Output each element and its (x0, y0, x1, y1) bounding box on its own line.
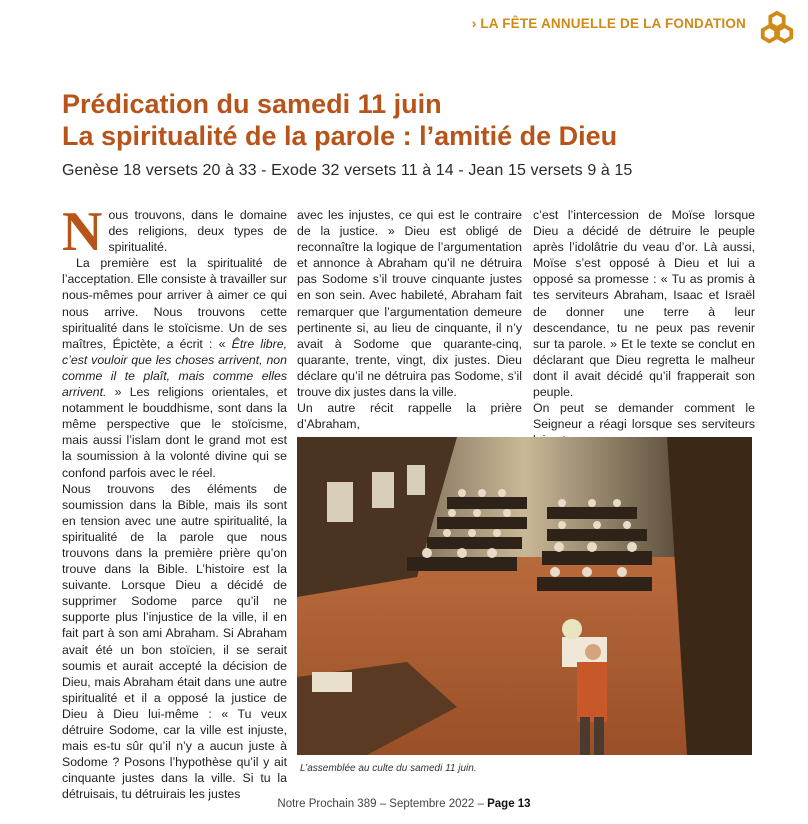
section-header: › LA FÊTE ANNUELLE DE LA FONDATION (471, 16, 746, 31)
page-number: Page 13 (487, 798, 531, 810)
scripture-references: Genèse 18 versets 20 à 33 - Exode 32 versets 11 à 14 - Jean 15 versets 9 à 15 (62, 162, 633, 179)
article-column-3 (533, 207, 755, 432)
paragraph: ous trouvons, dans le domaine des religions, deux types de spiritualité. (108, 208, 287, 255)
article-column-2 (297, 207, 522, 432)
paragraph: avec les injustes, ce qui est le contraire de la justice. » Dieu est obligé de reconnaître la logique de l’argumentation et annonce à Abraham qu’il ne détruira pas Sodome s’il trouve cinquante justes en son sein. Avec habileté, Abraham fait remarquer que l’argumentation demeure pertinente si, au lieu de cinquante, il n’y avait à Sodome que quarante-cinq, quarante, trente, vingt, dix justes. Dieu déclare qu’il ne détruira pas Sodome, s’il trouve dix justes dans la ville. (297, 208, 522, 400)
title-line-2: La spiritualité de la parole : l’amitié de Dieu (62, 121, 618, 151)
paragraph: c’est l’intercession de Moïse lorsque Dieu a décidé de détruire le peuple après l’idolâtrie du veau d’or. Là aussi, Moïse s’est opposé à Dieu et lui a opposé sa promesse : « Tu as promis à tes serviteurs Abraham, Isaac et Israël de donner une terre à leur descendance, tu ne peux pas revenir sur ta parole. » Et le texte se conclut en déclarant que Dieu regretta le malheur dont il avait décidé qu’il frapperait son peuple. (533, 208, 755, 400)
page-footer: Notre Prochain 389 – Septembre 2022 – Page 13 (277, 798, 531, 810)
quote: Être libre, c’est vouloir que les choses arrivent, non comme il te plaît, mais comme elles arrivent. (62, 336, 288, 400)
honeycomb-logo-icon (758, 10, 796, 48)
photo-caption: L’assemblée au culte du samedi 11 juin. (300, 763, 477, 774)
article-column-1 (62, 201, 288, 802)
drop-cap: N (62, 201, 103, 263)
paragraph: Un autre récit rappelle la prière d’Abraham, (297, 401, 522, 432)
paragraph: On peut se demander comment le Seigneur a réagi lorsque ses serviteurs (533, 401, 755, 432)
title-line-1: Prédication du samedi 11 juin (62, 89, 442, 119)
paragraph: La première est la spiritualité de l’acceptation. Elle consiste à travailler sur nous-mêmes pour arriver à aimer ce qui nous arrive. Nous trouvons cette spiritualité dans le stoïcisme. Un de ses maîtres, Épictète, a écrit : « Être libre, c’est vouloir que les choses arrivent, non comme il te plaît, mais comme elles arrivent. » Les religions orientales, et notamment le bouddhisme, sont dans la même perspective que le stoïcisme, mais aussi l’islam dont le grand mot est la soumission à la volonté divine qui se confond parfois avec le réel. (62, 256, 288, 480)
church-assembly-photo (297, 437, 752, 755)
paragraph: Nous trouvons des éléments de soumission dans la Bible, mais ils sont en tension avec une autre spiritualité, la spiritualité de la parole que nous trouvons dans la première prière qu’on trouve dans la Bible. L’histoire est la suivante. Lorsque Dieu a décidé de supprimer Sodome parce qu’il ne supporte plus l’injustice de la ville, il en fait part à son ami Abraham. Si Abraham avait été un bon stoïcien, il se serait soumis et aurait accepté la décision de Dieu, mais Abraham était dans une autre spiritualité et il a opposé la justice de Dieu à Dieu lui-même : « Tu veux détruire Sodome, car la ville est injuste, mais es-tu sûr qu’il n’y a aucun juste à Sodome ? Posons l’hypothèse qu’il y ait cinquante justes dans la ville. Si tu la détruisais, tu détruirais les justes (62, 481, 287, 802)
page-title (62, 88, 762, 152)
